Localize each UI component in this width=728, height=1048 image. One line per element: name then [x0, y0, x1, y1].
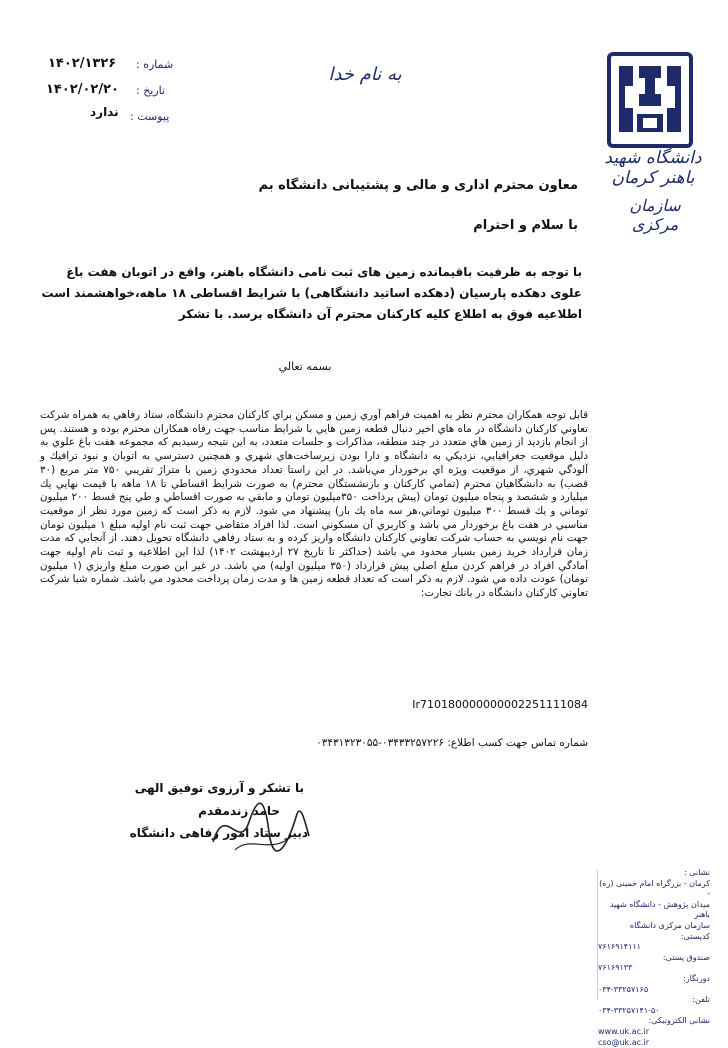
contact-info: شماره تماس جهت كسب اطلاع: ۰۳۴۳۳۲۵۷۲۲۶-۰۳۴۳۱۳۲۳۰۵۵ — [40, 737, 588, 749]
pobox-value: ۷۶۱۶۹۱۳۳ — [598, 963, 710, 974]
number-label: شماره : — [136, 58, 173, 71]
email-label: نشانی الکترونیکی: — [598, 1016, 710, 1027]
closing-text: با تشکر و آرزوی توفیق الهی — [84, 781, 304, 795]
phone-value: ۰۳۴-۳۳۲۵۷۱۴۱-۵۰ — [598, 1006, 710, 1017]
university-name: دانشگاه شهید باهنر کرمان — [598, 148, 708, 188]
handwritten-signature — [205, 792, 315, 862]
website-link[interactable]: www.uk.ac.ir — [598, 1027, 710, 1038]
besmeh-tealy: بسمه تعالي — [230, 360, 380, 373]
date-value: ۱۴۰۲/۰۲/۲۰ — [46, 82, 119, 97]
letter-greeting: با سلام و احترام — [278, 218, 578, 233]
phone-label: تلفن: — [598, 995, 710, 1006]
attachment-value: ندارد — [90, 105, 119, 119]
signer-title: دبیر ستاد امور رفاهی دانشگاه — [68, 826, 308, 840]
postal-value: ۷۶۱۶۹۱۴۱۱۱ — [598, 942, 710, 953]
attachment-label: پیوست : — [130, 110, 169, 123]
fax-label: دورنگار: — [598, 974, 710, 985]
signer-name: حامد زندمقدم — [80, 804, 280, 818]
fax-value: ۰۳۴-۳۳۲۵۷۱۶۵ — [598, 985, 710, 996]
letter-addressee: معاون محترم اداری و مالی و پشتیبانی دانشگاه بم — [138, 178, 578, 193]
announcement-paragraph: قابل توجه همكاران محترم نظر به اهميت فراهم آوري زمين و مسكن براي كاركنان محترم دانشگاه، ستاد رفاهي به همراه شركت تعاوني كاركنان دانشگاه در ماه هاي اخير دنبال قطعه زمين هايي با شرايط مناسب جهت رفاه همكاران محترم بوده و هستند. پس از انجام بازديد از زمين هاي متعدد در چند منطقه، مذاكرات و جلسات متعدد، به اين نتيجه رسيديم كه مجموعه هفت باغ علوي به دليل موقعيت جغرافيايي، نزديكي به دانشگاه و دارا بودن زيرساخت‌هاي شهري و همچنين دسترسي به اتوبان و نبود ترافيك و آلودگي شهري، از موقعيت ويژه اي برخوردار مي‌باشد. در اين راستا تعداد محدودي زمين با متراژ تقريبي ۷۵۰ متر مربع (۳۰ قصب) به دانشگاهيان محترم (تمامي كاركنان و بازنشستگان محترم) به صورت شرايط اقساطي تا ۱۸ ماهه با قيمت نهايي يك ميليارد و ششصد و پنجاه ميليون تومان (پيش پرداخت ۳۵۰ميليون تومان و مابقي به صورت اقساطي و طي پنج قسط ۲۰۰ ميليون توماني و يك قسط ۳۰۰ ميليون توماني،هر سه ماه يك بار) پيشنهاد مي شود. لازم به ذكر است كه زمين مورد نظر از موقعيت مناسبي در هفت باغ برخوردار مي باشد و كاربري آن مسكوني است. لذا افراد متقاضي جهت ثبت نام اوليه مبلغ ۱ ميليون تومان جهت نام نويسي به حساب شركت تعاوني كاركنان دانشگاه واريز كرده و به ستاد رفاهي دانشگاه تحويل دهند. از آنجايي كه مدت زمان قرارداد خريد زمين بسيار محدود مي باشد (حداكثر تا تاريخ ۲۷ ارديبهشت ۱۴۰۲) لذا اين اطلاعيه و ثبت نام اوليه جهت آمادگي افراد در فراهم كردن مبلغ اصلي پيش قرارداد (۳۵۰ ميليون اوليه) مي باشد. در غير اين صورت مبلغ واريزي (۱ ميليون تومان) عودت داده مي شود. لازم به ذكر است كه تعداد قطعه زمين ها و مدت زمان پرداخت محدود مي باشد. شماره شبا شركت تعاوني كاركنان دانشگاه در بانك تجارت: — [40, 409, 588, 601]
number-value: ۱۴۰۲/۱۳۲۶ — [48, 56, 116, 71]
letter-intro: با توجه به ظرفیت باقیمانده زمین های ثبت نامی دانشگاه باهنر، واقع در اتوبان هفت باغ علوی دهکده پارسیان (دهکده اساتید دانشگاهی) با شرایط اقساطی ۱۸ ماهه،خواهشمند است اطلاعیه فوق به اطلاع کلیه کارکنان محترم آن دانشگاه برسد. با تشکر — [40, 262, 582, 325]
address-line2: میدان پژوهش - دانشگاه شهید باهنر — [598, 900, 710, 921]
postal-label: کدپستی: — [598, 932, 710, 943]
address-line1: کرمان - بزرگراه امام خمینی (ره) - — [598, 879, 710, 900]
bismillah-heading: به نام خدا — [300, 64, 430, 85]
organization-name: سازمان مرکزی — [605, 196, 705, 234]
footer-contact — [598, 868, 710, 1048]
pobox-label: صندوق پستی: — [598, 953, 710, 964]
address-line3: سازمان مرکزی دانشگاه — [598, 921, 710, 932]
date-label: تاریخ : — [136, 84, 165, 97]
university-logo — [607, 52, 693, 148]
email-link[interactable]: cso@uk.ac.ir — [598, 1038, 710, 1048]
account-number: Ir710180000000002251111084 — [40, 698, 588, 711]
address-label: نشانی : — [598, 868, 710, 879]
